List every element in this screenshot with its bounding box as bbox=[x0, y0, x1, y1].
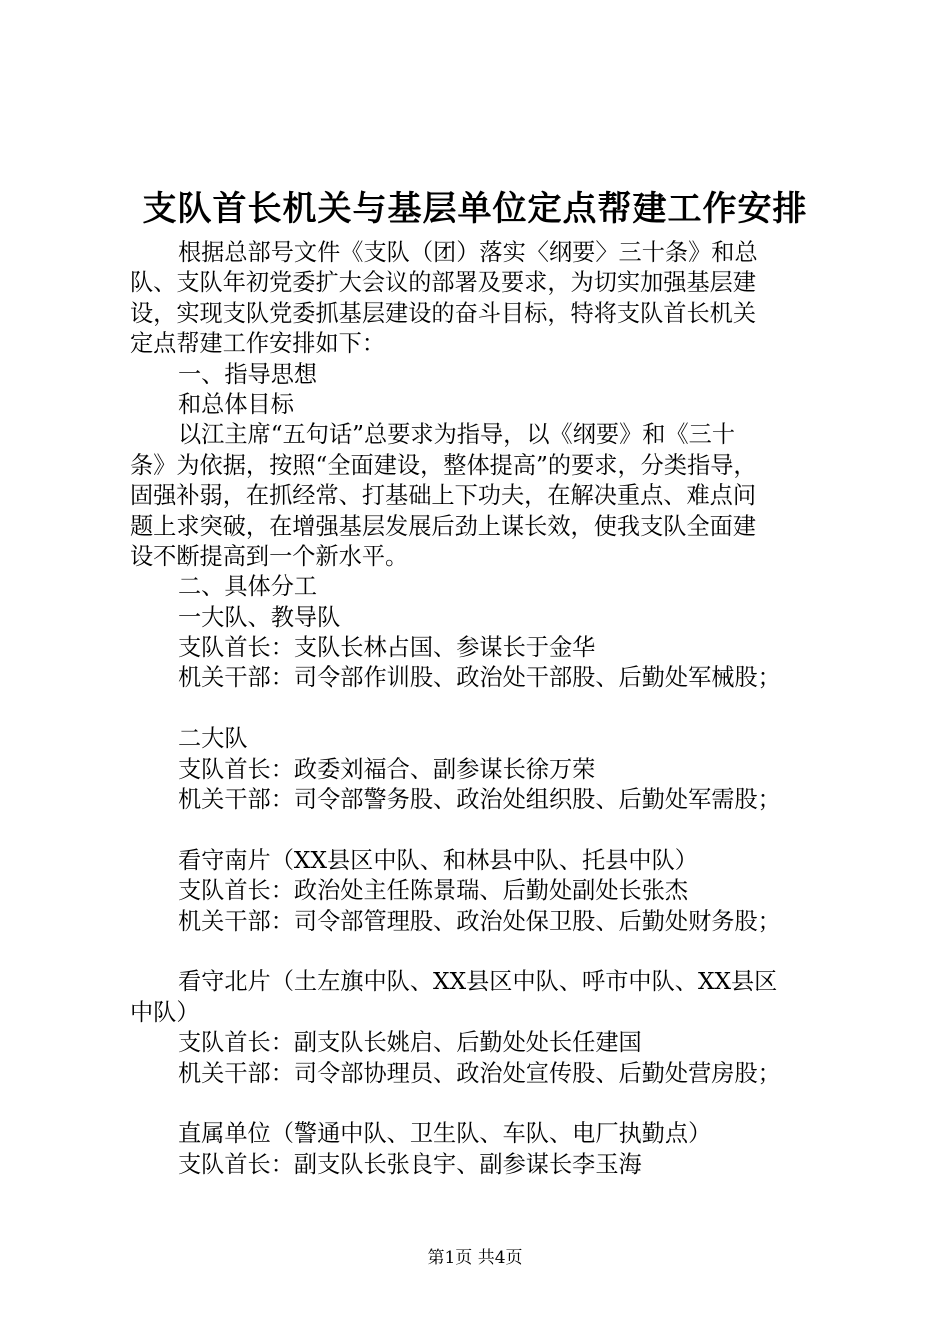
unit-leaders: 支队首长：政委刘福合、副参谋长徐万荣 bbox=[178, 755, 596, 783]
intro-line: 定点帮建工作安排如下： bbox=[130, 330, 386, 358]
unit-name: 看守北片（土左旗中队、XX县区中队、呼市中队、XX县区 bbox=[178, 968, 778, 996]
unit-cadres: 机关干部：司令部管理股、政治处保卫股、后勤处财务股； bbox=[178, 907, 781, 935]
page-footer: 第1页 共4页 bbox=[427, 1248, 523, 1268]
document-title: 支队首长机关与基层单位定点帮建工作安排 bbox=[142, 189, 808, 229]
intro-line: 设，实现支队党委抓基层建设的奋斗目标，特将支队首长机关 bbox=[130, 299, 757, 327]
document-body bbox=[130, 238, 842, 1180]
blank-line bbox=[130, 815, 842, 845]
unit-name-cont: 中队） bbox=[130, 998, 200, 1026]
unit-leaders: 支队首长：支队长林占国、参谋长于金华 bbox=[178, 634, 596, 662]
unit-leaders: 支队首长：副支队长姚启、后勤处处长任建国 bbox=[178, 1029, 642, 1057]
unit-leaders: 支队首长：政治处主任陈景瑞、后勤处副处长张杰 bbox=[178, 877, 689, 905]
section1-para-line: 以江主席“五句话”总要求为指导，以《纲要》和《三十 bbox=[178, 421, 736, 449]
unit-cadres: 机关干部：司令部协理员、政治处宣传股、后勤处营房股； bbox=[178, 1059, 781, 1087]
section1-para-line: 条》为依据，按照“全面建设，整体提高”的要求，分类指导， bbox=[130, 451, 757, 479]
section2-heading: 二、具体分工 bbox=[178, 573, 318, 601]
section1-para-line: 题上求突破，在增强基层发展后劲上谋长效，使我支队全面建 bbox=[130, 512, 757, 540]
unit-cadres: 机关干部：司令部作训股、政治处干部股、后勤处军械股； bbox=[178, 664, 781, 692]
blank-line bbox=[130, 937, 842, 967]
unit-name: 看守南片（XX县区中队、和林县中队、托县中队） bbox=[178, 846, 698, 874]
section1-para-line: 设不断提高到一个新水平。 bbox=[130, 542, 409, 570]
section1-heading: 一、指导思想 bbox=[178, 360, 318, 388]
unit-name: 一大队、教导队 bbox=[178, 603, 341, 631]
blank-line bbox=[130, 694, 842, 724]
intro-line: 根据总部号文件《支队（团）落实〈纲要〉三十条》和总 bbox=[178, 239, 758, 266]
unit-name: 二大队 bbox=[178, 725, 248, 753]
unit-name: 直属单位（警通中队、卫生队、车队、电厂执勤点） bbox=[178, 1120, 712, 1148]
intro-line: 队、支队年初党委扩大会议的部署及要求，为切实加强基层建 bbox=[130, 269, 757, 297]
section1-heading-cont: 和总体目标 bbox=[178, 390, 294, 418]
section1-para-line: 固强补弱，在抓经常、打基础上下功夫，在解决重点、难点问 bbox=[130, 482, 757, 510]
blank-line bbox=[130, 1089, 842, 1119]
unit-cadres: 机关干部：司令部警务股、政治处组织股、后勤处军需股； bbox=[178, 786, 781, 814]
unit-leaders: 支队首长：副支队长张良宇、副参谋长李玉海 bbox=[178, 1150, 642, 1178]
